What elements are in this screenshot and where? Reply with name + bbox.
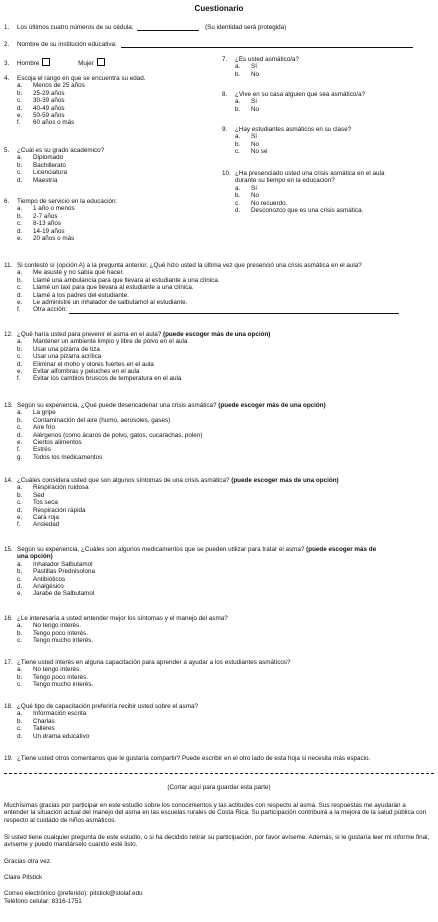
question-number: 3. <box>4 60 10 67</box>
question-number: 10. <box>222 170 231 177</box>
question-text: Nombre de su institución educativa: <box>17 41 117 48</box>
options-list <box>4 409 434 461</box>
question-text: ¿Qué tipo de capacitación preferiría recibir usted sobre el asma? <box>17 703 198 710</box>
options-list <box>4 338 434 382</box>
multi-select-note: (puede escoger más de una opción) <box>218 402 326 409</box>
answer-option[interactable]: a. Mantener un ambiente limpio y libre de polvo en el aula <box>17 338 188 346</box>
answer-option-other[interactable]: f. Otra acción: <box>4 306 434 313</box>
question-text: Según su experiencia, ¿Cuáles son algunos medicamentos que se pueden utilizar para tratar el asma? <box>17 546 305 553</box>
question-number: 16. <box>4 615 13 622</box>
options-list <box>222 63 434 78</box>
answer-option[interactable]: f. 60 años o más <box>17 119 75 127</box>
answer-option[interactable]: d. Llamé a los padres del estudiante. <box>17 291 129 299</box>
question-number: 7. <box>222 56 228 63</box>
answer-option[interactable]: b. Llamé una ambulancia para que llevara al estudiante a una clínica. <box>17 276 220 284</box>
question-19 <box>4 755 436 762</box>
question-2 <box>4 41 434 48</box>
answer-option[interactable]: b. Tengo poco interés. <box>17 673 88 681</box>
question-5 <box>4 147 209 184</box>
question-number: 12. <box>4 331 13 338</box>
question-16 <box>4 615 434 645</box>
answer-option[interactable]: a. Sí <box>235 133 257 141</box>
answer-option[interactable]: c. Talleres <box>17 725 55 733</box>
author-name: Claire Pitstick <box>4 874 43 881</box>
answer-option[interactable]: a. Me asusté y no sabía qué hacer. <box>17 269 125 277</box>
answer-option[interactable]: b. Bachillerato <box>17 161 66 169</box>
options-list <box>222 98 434 113</box>
answer-option[interactable]: c. 8-13 años <box>17 220 62 228</box>
answer-option[interactable]: b. 25-29 años <box>17 89 65 97</box>
question-number: 15. <box>4 546 13 553</box>
answer-option[interactable]: d. Alérgenos (como ácaros de polvo, gatos, cucarachas, polen) <box>17 431 203 439</box>
closing-thanks: Gracias otra vez. <box>4 858 52 865</box>
answer-option[interactable]: g. Todos los medicamentos <box>17 453 103 461</box>
question-text: ¿Es usted asmático/a? <box>235 56 300 63</box>
author-email: Correo electrónico (preferido): pitstick@stolaf.edu <box>4 890 143 897</box>
question-text: Tiempo de servicio en la educación: <box>17 198 118 205</box>
question-text: ¿Ha presenciado usted una crisis asmática en el aula <box>235 170 385 177</box>
question-8 <box>222 91 434 113</box>
answer-option[interactable]: d. Eliminar el moho y olores fuertes en el aula <box>17 360 154 368</box>
answer-option[interactable]: a. Sí <box>235 98 257 106</box>
answer-option[interactable]: e. Cara roja <box>17 514 59 522</box>
question-text: ¿Hay estudiantes asmáticos en su clase? <box>235 126 352 133</box>
answer-option[interactable]: b. No <box>235 140 260 148</box>
question-6 <box>4 198 209 242</box>
answer-option[interactable]: a. Respiración ruidosa <box>17 484 89 492</box>
answer-option[interactable]: f. Ansiedad <box>17 521 60 529</box>
answer-option[interactable]: b. Contaminación del aire (humo, aerosoles, gases) <box>17 416 171 424</box>
question-number: 18. <box>4 703 13 710</box>
answer-option[interactable]: b. 2-7 años <box>17 212 58 220</box>
answer-option[interactable]: a. No tengo interés. <box>17 666 81 674</box>
page-title: Cuestionario <box>194 4 244 13</box>
options-list <box>4 205 209 242</box>
answer-option[interactable]: a. Información escrita <box>17 710 87 718</box>
question-number: 2. <box>4 41 10 48</box>
thank-you-paragraph: Muchísimas gracias por participar en este estudio sobre los conocimientos y las actitudes con respecto al asma. Sus respuestas me ayudarán a entender la situación actual del manejo del asma en las escuelas rurales de Costa Rica. Su participación contribuirá a la mejora de la salud pública con respecto al cuidado de niños asmáticos. <box>4 802 427 824</box>
answer-option[interactable]: c. No sé <box>235 148 268 156</box>
answer-option[interactable]: c. Aire frío <box>17 424 56 432</box>
question-number: 17. <box>4 659 13 666</box>
multi-select-note: (puede escoger más de una opción) <box>231 477 339 484</box>
answer-option[interactable]: b. Tengo poco interés. <box>17 629 88 637</box>
question-11 <box>4 262 434 314</box>
answer-option[interactable]: d. Maestría <box>17 176 58 184</box>
question-14 <box>4 477 434 529</box>
question-text-cont: durante su tiempo en la educación? <box>235 177 335 185</box>
question-number: 9. <box>222 126 228 133</box>
options-list <box>4 484 434 528</box>
options-list <box>4 710 434 740</box>
options-list <box>4 622 434 644</box>
question-text: ¿Vive en su casa alguien que sea asmático/a? <box>235 91 366 98</box>
question-number: 1. <box>4 24 10 31</box>
answer-option[interactable]: d. 14-19 años <box>17 227 65 235</box>
answer-option[interactable]: b. Usar una pizarra de tiza <box>17 345 100 353</box>
question-number: 14. <box>4 477 13 484</box>
answer-option[interactable]: d. Respiración rápida <box>17 506 86 514</box>
question-1 <box>4 24 434 31</box>
multi-select-note: (puede escoger más de <box>306 546 377 553</box>
question-3 <box>4 58 204 67</box>
question-15 <box>4 546 436 598</box>
answer-option[interactable]: a. No tengo interés. <box>17 622 81 630</box>
question-number: 8. <box>222 91 228 98</box>
question-text: ¿Cuáles considera usted que son algunos síntomas de una crisis asmática? <box>17 477 230 484</box>
options-list <box>4 269 434 313</box>
question-text: ¿Tiene usted otros comentarios que le gustaría compartir? Puede escribir en el otro lado de esta hoja si necesita más espacio. <box>17 755 371 762</box>
answer-option[interactable]: c. Usar una pizarra acrílica <box>17 353 102 361</box>
answer-option[interactable]: b. No <box>235 70 260 78</box>
question-10 <box>222 170 434 214</box>
author-phone: Teléfono celular: 8316-1751 <box>4 898 82 905</box>
options-list <box>4 154 209 184</box>
multi-select-note-cont: una opción) <box>17 553 53 561</box>
answer-option[interactable]: a. La gripe <box>17 409 56 417</box>
answer-option[interactable]: b. Charlas <box>17 717 55 725</box>
option-label-female: Mujer <box>78 60 94 67</box>
question-text: ¿Tiene usted interés en alguna capacitación para aprender a ayudar a los estudiantes asmáticos? <box>17 659 291 666</box>
answer-option[interactable]: f. Evitar los cambios bruscos de temperatura en el aula <box>17 375 182 383</box>
cut-line <box>4 773 434 774</box>
answer-option[interactable]: a. Diplomado <box>17 154 64 162</box>
answer-option[interactable]: c. No recuerdo. <box>235 199 288 207</box>
question-18 <box>4 703 434 740</box>
question-text: Según su experiencia, ¿Qué puede desencadenar una crisis asmática? <box>17 402 217 409</box>
question-text: Escoja el rango en que se encuentra su edad. <box>17 75 146 82</box>
answer-option[interactable]: d. Desconozco que es una crisis asmática. <box>235 207 364 215</box>
multi-select-note: (puede escoger más de una opción) <box>162 331 271 338</box>
question-number: 5. <box>4 147 10 154</box>
answer-option[interactable]: c. Antibióticos <box>17 575 66 583</box>
question-text: ¿Qué haría usted para prevenir el asma en el aula? <box>17 331 162 338</box>
options-list <box>4 561 436 598</box>
answer-option[interactable]: e. 50-59 años <box>17 112 65 120</box>
question-13 <box>4 402 434 461</box>
question-number: 6. <box>4 198 10 205</box>
question-4 <box>4 75 209 127</box>
answer-option[interactable]: f. Estrés <box>17 446 51 454</box>
answer-option[interactable]: c. 30-39 años <box>17 97 65 105</box>
institution-name-field[interactable] <box>121 41 413 48</box>
answer-option[interactable]: d. 40-49 años <box>17 104 65 112</box>
answer-option[interactable]: e. Ciertos alimentos <box>17 439 82 447</box>
question-17 <box>4 659 434 689</box>
answer-option[interactable]: c. Tengo mucho interés. <box>17 637 94 645</box>
answer-option[interactable]: a. Menos de 25 años <box>17 82 85 90</box>
question-number: 4. <box>4 75 10 82</box>
question-number: 19. <box>4 755 13 762</box>
question-9 <box>222 126 434 156</box>
answer-option[interactable]: a. Inhalador Salbutamol <box>17 560 93 568</box>
answer-option[interactable]: a. Sí <box>235 63 257 71</box>
answer-option[interactable]: c. Llamé un taxi para que llevara al estudiante a una clínica. <box>17 284 194 292</box>
answer-option[interactable]: c. Licenciatura <box>17 169 67 177</box>
answer-option[interactable]: d. Analgésico <box>17 583 64 591</box>
options-list <box>4 82 209 126</box>
cut-here-label: (Cortar aquí para guardar esta parte) <box>167 784 271 791</box>
answer-option[interactable]: b. Pastillas Prednisolona <box>17 568 95 576</box>
question-text: Si contestó sí (opción A) a la pregunta anterior, ¿Qué hizo usted la última vez que presenció una crisis asmática en el aula? <box>17 262 362 269</box>
options-list <box>4 666 434 688</box>
answer-option[interactable]: e. 20 años o más <box>17 235 75 243</box>
options-list <box>222 185 434 215</box>
answer-option[interactable]: b. Sed <box>17 491 45 499</box>
question-12 <box>4 331 434 383</box>
answer-option[interactable]: c. Tengo mucho interés. <box>17 681 94 689</box>
privacy-note: (Su identidad será protegida) <box>205 24 287 31</box>
other-action-field[interactable] <box>69 307 399 314</box>
question-number: 11. <box>4 262 13 269</box>
question-text: ¿Le interesaría a usted entender mejor los síntomas y el manejo del asma? <box>17 615 228 622</box>
question-number: 13. <box>4 402 13 409</box>
question-text: ¿Cuál es su grado académico? <box>17 147 105 154</box>
answer-option[interactable]: b. No <box>235 105 260 113</box>
answer-option[interactable]: e. Jarabe de Salbutamol <box>17 590 95 598</box>
male-checkbox[interactable] <box>42 58 50 66</box>
answer-option[interactable]: d. Un drama educativo <box>17 732 90 740</box>
contact-paragraph: Si usted tiene cualquier pregunta de este estudio, o si ha decidido retirar su participación, por favor avíseme. Además, si le gustaría leer mi informe final, avíseme y puedo mandárselo cuando esté listo. <box>4 834 430 849</box>
female-checkbox[interactable] <box>97 58 105 66</box>
answer-option[interactable]: c. Tos seca <box>17 499 58 507</box>
answer-option[interactable]: a. Sí <box>235 184 257 192</box>
question-7 <box>222 56 434 78</box>
id-digits-field[interactable] <box>137 24 199 31</box>
answer-option[interactable]: e. Le administré un inhalador de salbutamol al estudiante. <box>17 299 188 307</box>
option-label-male: Hombre <box>17 60 40 67</box>
answer-option[interactable]: a. 1 año o menos <box>17 205 75 213</box>
answer-option[interactable]: b. No <box>235 192 260 200</box>
options-list <box>222 133 434 155</box>
question-text: Los últimos cuatro números de su cédula: <box>17 24 134 31</box>
answer-option[interactable]: e. Evitar alfombras y peluches en el aula <box>17 368 140 376</box>
